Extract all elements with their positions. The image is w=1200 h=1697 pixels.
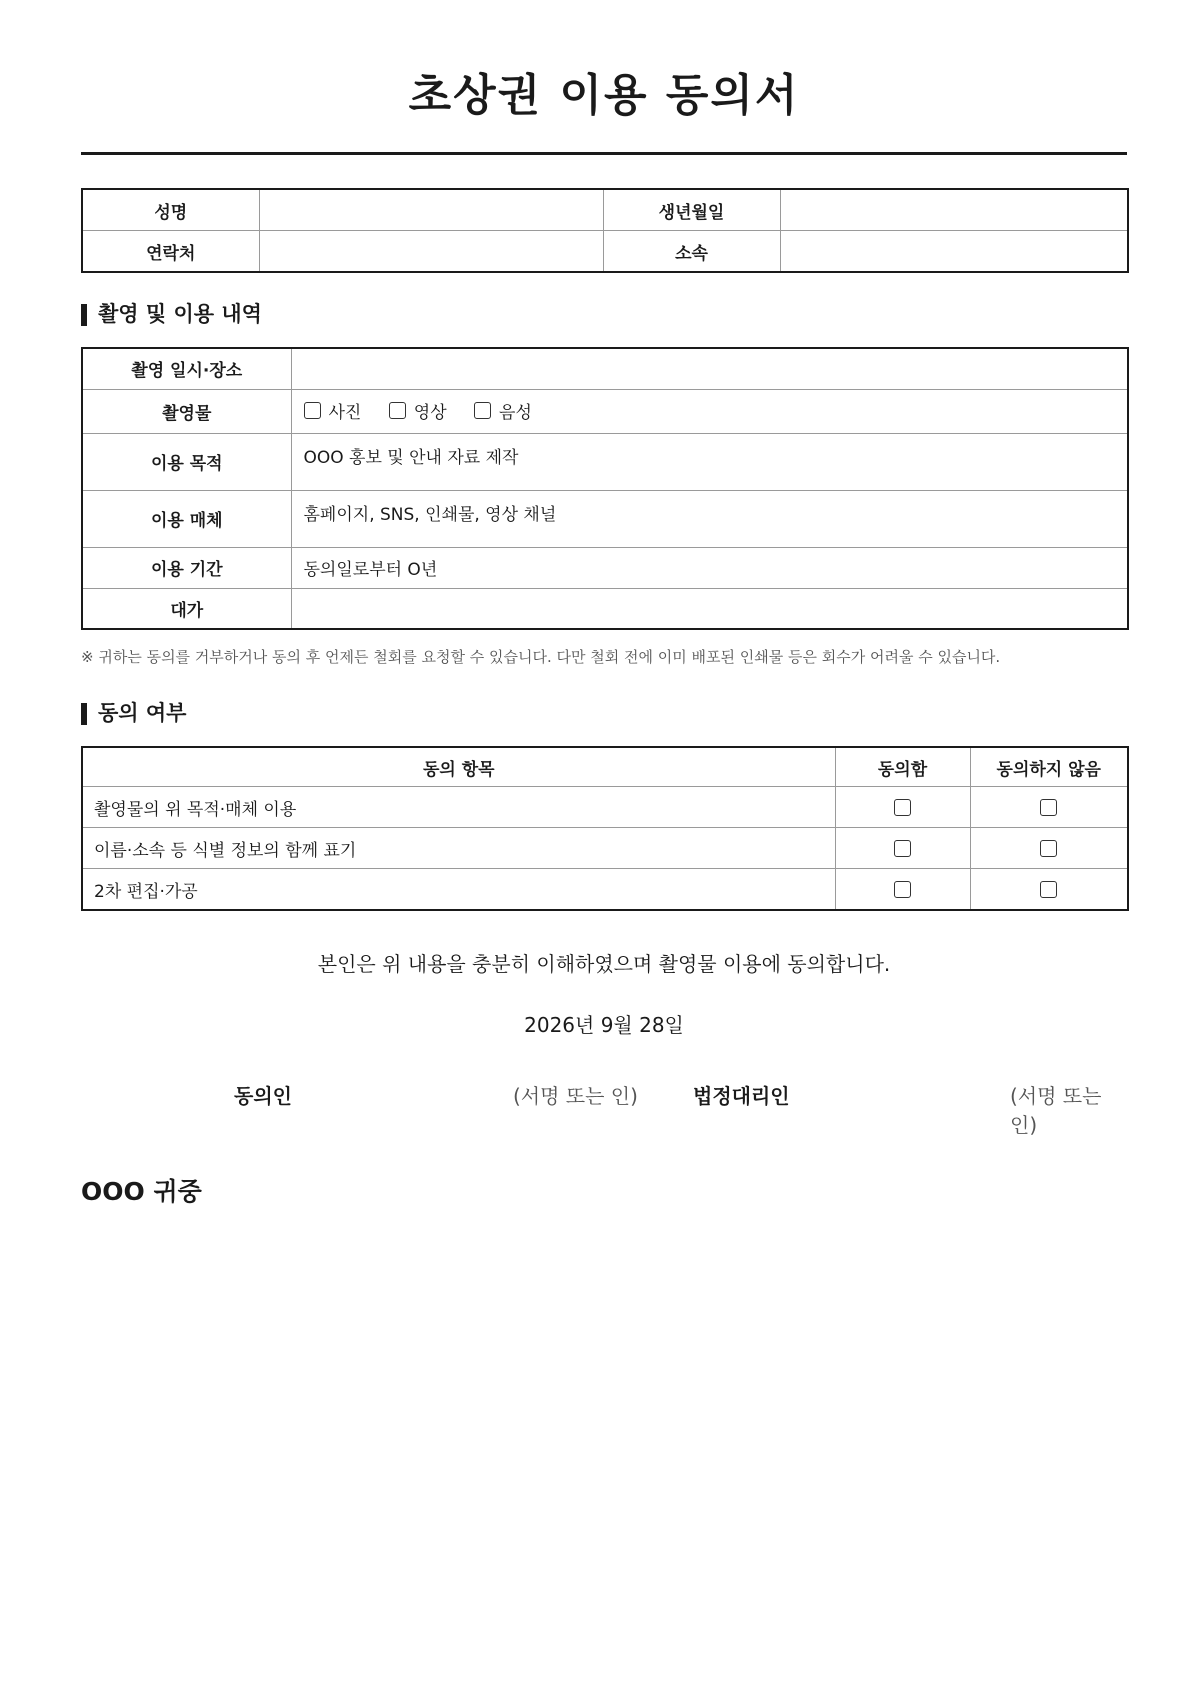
photo-checkbox[interactable] [304,402,321,419]
option-photo[interactable] [304,398,362,423]
usage-details-table [81,347,1129,630]
agree-checkbox[interactable] [894,799,911,816]
disagree-cell [970,787,1128,828]
personal-info-table [81,188,1129,273]
name-field[interactable] [259,189,603,231]
consent-section-title: 동의 여부 [98,701,187,725]
document-title: 초상권 이용 동의서 [408,70,800,121]
purpose-label: 이용 목적 [82,433,291,490]
period-label: 이용 기간 [82,547,291,588]
photo-option-label: 사진 [328,403,362,423]
guardian-label: 법정대리인 [693,1084,790,1108]
heading-bar-marker [81,304,87,326]
media-type-label: 촬영물 [82,389,291,433]
agree-cell [835,787,970,828]
disagree-header: 동의하지 않음 [970,747,1128,787]
datetime-place-label: 촬영 일시·장소 [82,348,291,389]
agree-checkbox[interactable] [894,840,911,857]
datetime-place-field[interactable] [291,348,1128,389]
video-checkbox[interactable] [389,402,406,419]
consent-item-label: 촬영물의 위 목적·매체 이용 [82,787,835,828]
audio-checkbox[interactable] [474,402,491,419]
consent-date: 2026년 9월 28일 [524,1013,684,1037]
consent-item-header: 동의 항목 [82,747,835,787]
birthdate-field[interactable] [780,189,1128,231]
agree-checkbox[interactable] [894,881,911,898]
consent-section-heading [81,701,186,725]
consent-item-label: 이름·소속 등 식별 정보의 함께 표기 [82,828,835,869]
usage-section-title: 촬영 및 이용 내역 [98,302,262,326]
name-label: 성명 [82,189,259,231]
agree-cell [835,869,970,911]
compensation-field[interactable] [291,588,1128,629]
title-divider [81,152,1127,155]
guardian-signature-field[interactable]: (서명 또는 인) [1010,1084,1102,1137]
disagree-cell [970,869,1128,911]
disagree-checkbox[interactable] [1040,840,1057,857]
compensation-label: 대가 [82,588,291,629]
affiliation-field[interactable] [780,231,1128,273]
birthdate-label: 생년월일 [603,189,780,231]
contact-field[interactable] [259,231,603,273]
option-video[interactable] [389,398,447,423]
recipient-line: OOO 귀중 [81,1177,202,1206]
disagree-checkbox[interactable] [1040,799,1057,816]
consent-row [82,828,1128,869]
disagree-checkbox[interactable] [1040,881,1057,898]
video-option-label: 영상 [413,403,447,423]
consent-table [81,746,1129,911]
consenter-label: 동의인 [234,1084,292,1108]
channels-label: 이용 매체 [82,490,291,547]
audio-option-label: 음성 [499,403,532,423]
media-type-options [291,389,1128,433]
heading-bar-marker [81,703,87,725]
consent-item-label: 2차 편집·가공 [82,869,835,911]
usage-section-heading [81,302,262,326]
option-audio[interactable] [474,398,532,423]
agree-header: 동의함 [835,747,970,787]
consenter-signature-field[interactable]: (서명 또는 인) [513,1084,638,1108]
withdrawal-note: ※ 귀하는 동의를 거부하거나 동의 후 언제든 철회를 요청할 수 있습니다. 다만 철회 전에 이미 배포된 인쇄물 등은 회수가 어려울 수 있습니다. [81,648,1001,666]
affiliation-label: 소속 [603,231,780,273]
purpose-value[interactable]: OOO 홍보 및 안내 자료 제작 [291,433,1128,490]
channels-value[interactable]: 홈페이지, SNS, 인쇄물, 영상 채널 [291,490,1128,547]
contact-label: 연락처 [82,231,259,273]
disagree-cell [970,828,1128,869]
consent-row [82,787,1128,828]
consent-row [82,869,1128,911]
period-value[interactable]: 동의일로부터 O년 [291,547,1128,588]
agree-cell [835,828,970,869]
consent-statement: 본인은 위 내용을 충분히 이해하였으며 촬영물 이용에 동의합니다. [317,952,891,976]
